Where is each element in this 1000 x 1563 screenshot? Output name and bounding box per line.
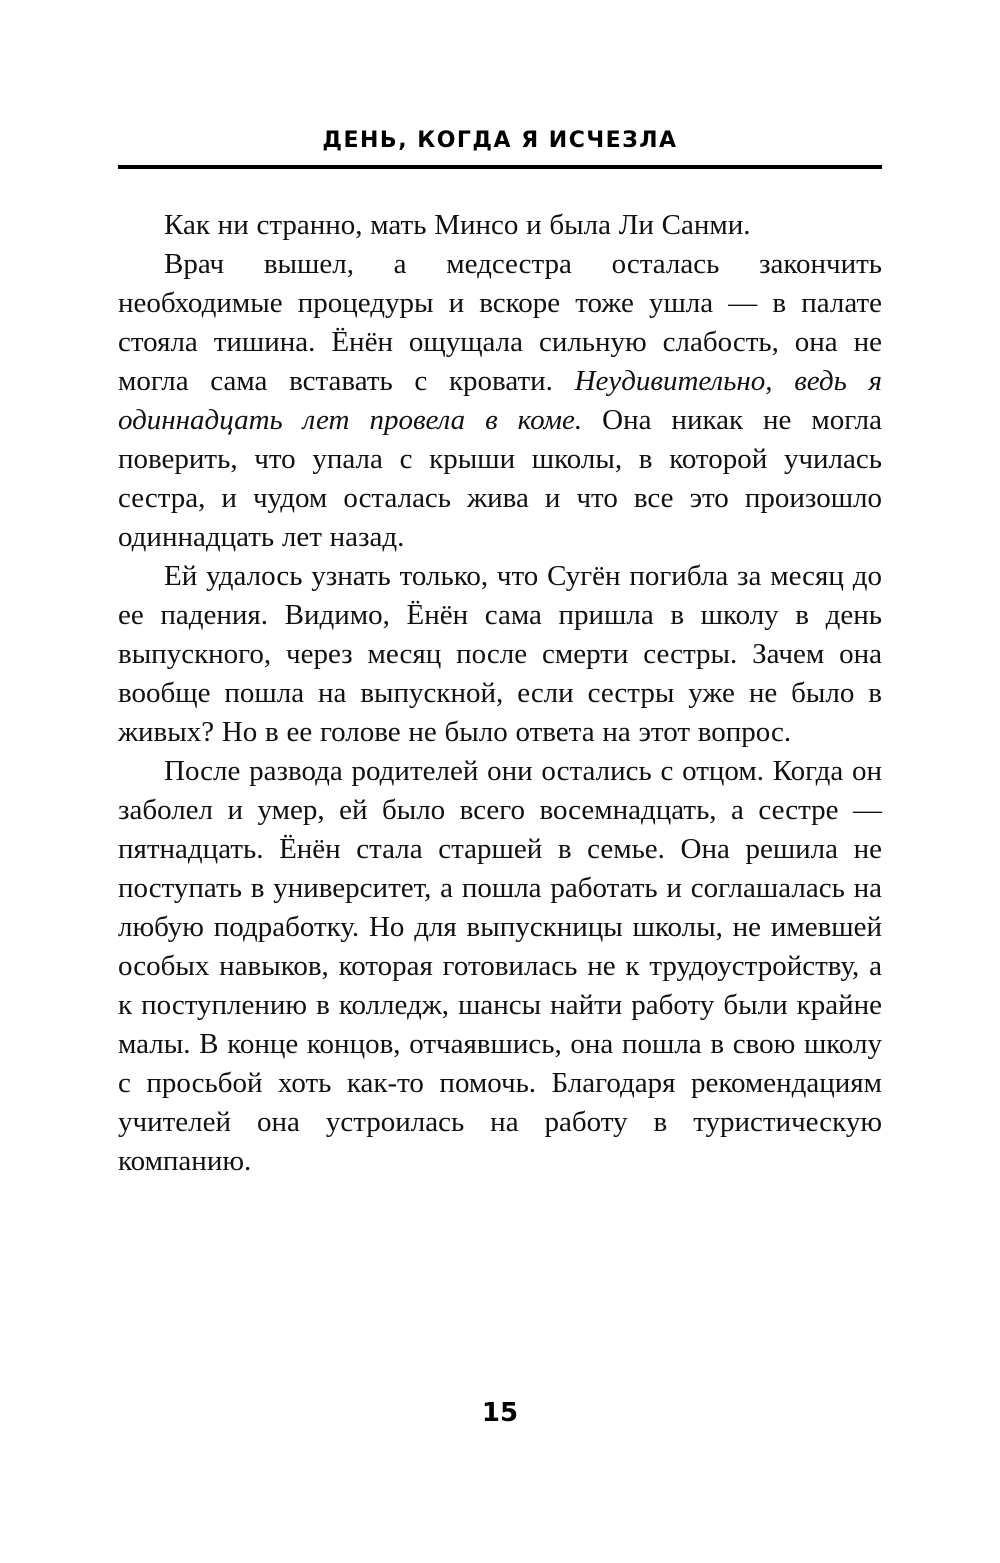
page-header	[118, 130, 882, 169]
paragraph-text: Врач вышел, а медсестра осталась закончить необходимые процедуры и вскоре тоже ушла — в палате стояла тишина. Ёнён ощущала сильную слабость, она не могла сама вставать с кровати.	[118, 248, 882, 397]
paragraph-text: Она никак не могла поверить, что упала с крыши школы, в которой училась сестра, и чудом осталась жива и что все это произошло одиннадцать лет назад.	[118, 404, 882, 553]
paragraph-text-italic: Неудивительно, ведь я одиннадцать лет провела в коме.	[118, 365, 882, 436]
body-text	[118, 206, 882, 1181]
paragraph-text: Как ни странно, мать Минсо и была Ли Санми.	[164, 209, 751, 241]
paragraph	[118, 752, 882, 1181]
paragraph	[118, 245, 882, 557]
page-number: 15	[481, 1398, 519, 1428]
running-title: ДЕНЬ, КОГДА Я ИСЧЕЗЛА	[322, 128, 678, 153]
header-rule	[118, 165, 882, 169]
paragraph-text: Ей удалось узнать только, что Сугён погибла за месяц до ее падения. Видимо, Ёнён сама пришла в школу в день выпускного, через месяц после смерти сестры. Зачем она вообще пошла на выпускной, если сестры уже не было в живых? Но в ее голове не было ответа на этот вопрос.	[118, 560, 882, 748]
paragraph	[118, 557, 882, 752]
paragraph-text: После развода родителей они остались с отцом. Когда он заболел и умер, ей было всего восемнадцать, а сестре — пятнадцать. Ёнён стала старшей в семье. Она решила не поступать в университет, а пошла работать и соглашалась на любую подработку. Но для выпускницы школы, не имевшей особых навыков, которая готовилась не к трудоустройству, а к поступлению в колледж, шансы найти работу были крайне малы. В конце концов, отчаявшись, она пошла в свою школу с просьбой хоть как-то помочь. Благодаря рекомендациям учителей она устроилась на работу в туристическую компанию.	[118, 755, 882, 1177]
paragraph	[118, 206, 882, 245]
